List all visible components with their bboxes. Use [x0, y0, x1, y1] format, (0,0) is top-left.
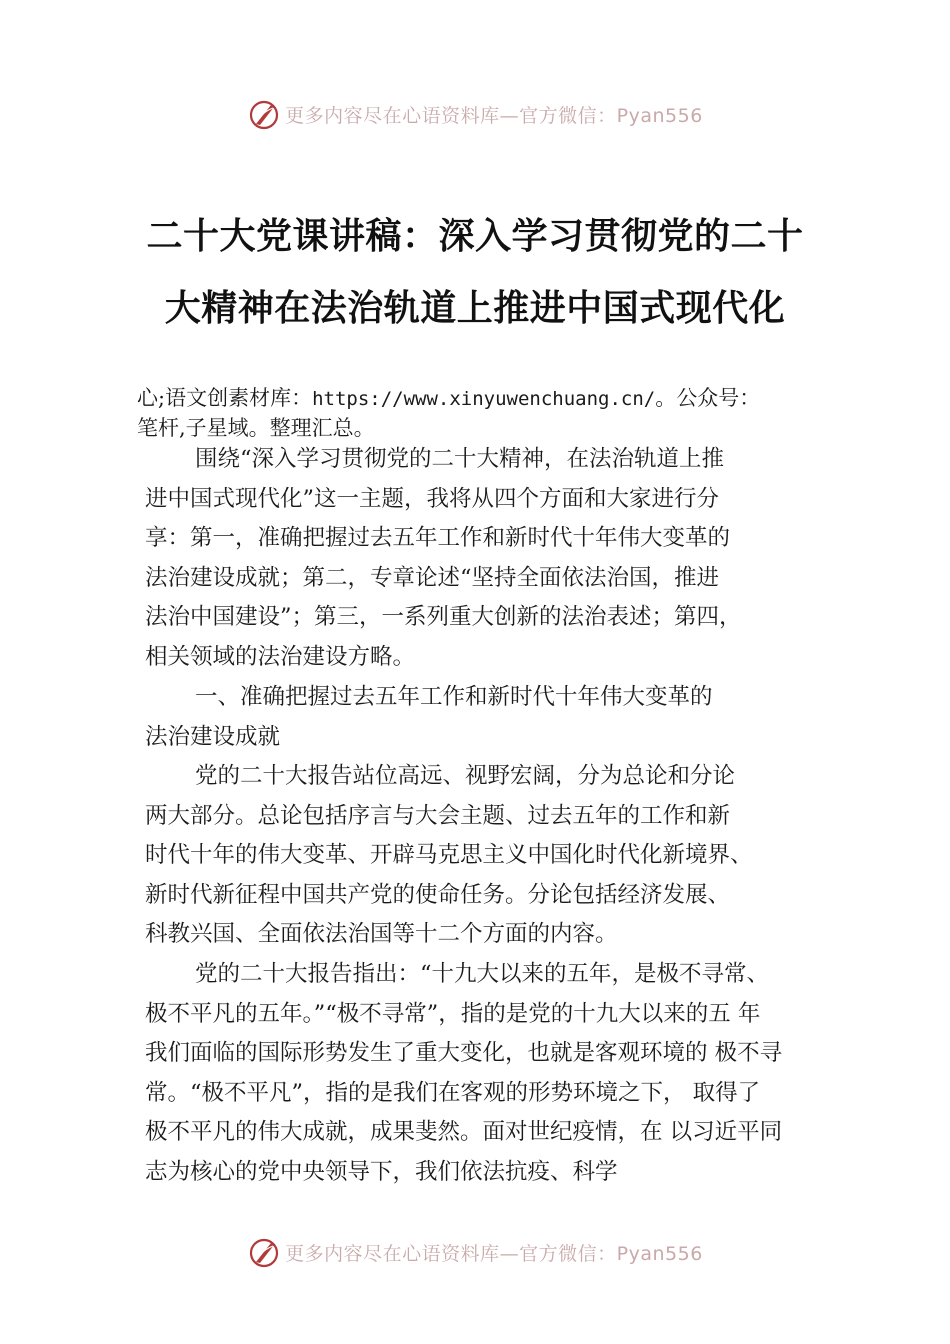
header-banner: [0, 94, 950, 134]
title-line-1: 二十大党课讲稿：深入学习贯彻党的二十: [146, 216, 804, 257]
text-line: 两大部分。总论包括序言与大会主题、过去五年的工作和新: [145, 802, 731, 829]
quill-logo-icon: [247, 1235, 281, 1269]
text-line: 围绕“深入学习贯彻党的二十大精神，在法治轨道上推: [195, 446, 725, 472]
paragraph-five-years: [145, 955, 845, 1193]
text-line: 享：第一，准确把握过去五年工作和新时代十年伟大变革的: [145, 525, 731, 552]
text-line: 进中国式现代化”这一主题，我将从四个方面和大家进行分: [145, 485, 720, 512]
text-line: 我们面临的国际形势发生了重大变化，也就是客观环境的 极不寻: [145, 1040, 783, 1067]
paragraph-intro: [145, 440, 845, 678]
paragraph-report-structure: [145, 757, 845, 955]
source-note: [137, 384, 917, 443]
wechat-id: Pyan556: [616, 104, 703, 127]
text-line: 法治建设成就；第二，专章论述“坚持全面依法治国，推进: [145, 564, 720, 591]
text-line: 法治中国建设”；第三，一系列重大创新的法治表述；第四，: [145, 604, 742, 631]
text-line: 极不平凡的五年。”“极不寻常”，指的是党的十九大以来的五 年: [145, 1000, 761, 1027]
title-line-2: 大精神在法治轨道上推进中国式现代化: [164, 288, 786, 329]
quill-logo-icon: [247, 97, 281, 131]
text-line: 常。“极不平凡”，指的是我们在客观的形势环境之下， 取得了: [145, 1079, 761, 1106]
text-line: 法治建设成就: [145, 723, 281, 750]
source-line-1: 心;语文创素材库：https://www.xinyuwenchuang.cn/。公众号：: [137, 386, 761, 410]
banner-text: 更多内容尽在心语资料库—官方微信：Pyan556: [285, 1242, 703, 1265]
text-line: 时代十年的伟大变革、开辟马克思主义中国化时代化新境界、: [145, 842, 753, 869]
wechat-id: Pyan556: [616, 1242, 703, 1265]
text-line: 科教兴国、全面依法治国等十二个方面的内容。: [145, 921, 618, 948]
source-url: https://www.xinyuwenchuang.cn/: [312, 388, 656, 410]
text-line: 党的二十大报告站位高远、视野宏阔，分为总论和分论: [195, 763, 736, 789]
banner-text: 更多内容尽在心语资料库—官方微信：Pyan556: [285, 104, 703, 127]
text-line: 党的二十大报告指出：“十九大以来的五年，是极不寻常、: [195, 961, 770, 987]
section-heading-1: [145, 678, 845, 757]
source-line-2: 笔杆,子星域。整理汇总。: [137, 416, 375, 440]
footer-banner: [0, 1232, 950, 1272]
text-line: 相关领域的法治建设方略。: [145, 643, 416, 670]
text-line: 极不平凡的伟大成就，成果斐然。面对世纪疫情，在 以习近平同: [145, 1119, 783, 1146]
text-line: 志为核心的党中央领导下，我们依法抗疫、科学: [145, 1158, 618, 1185]
text-line: 一、准确把握过去五年工作和新时代十年伟大变革的: [195, 684, 713, 710]
text-line: 新时代新征程中国共产党的使命任务。分论包括经济发展、: [145, 881, 731, 908]
